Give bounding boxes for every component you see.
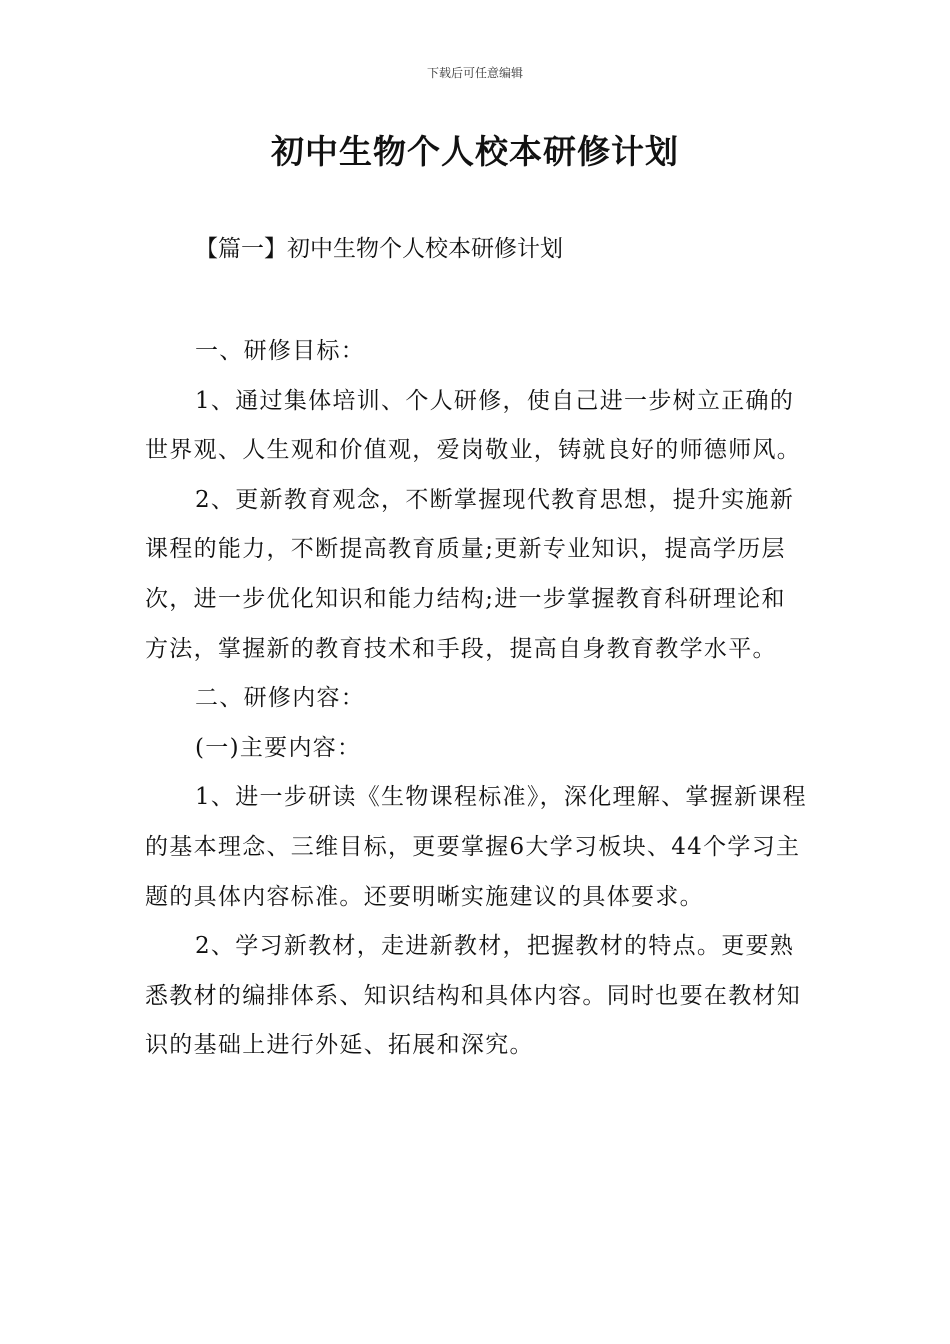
paragraph-content-1: 1、进一步研读《生物课程标准》，深化理解、掌握新课程的基本理念、三维目标，更要掌握6大学习板块、44个学习主题的具体内容标准。还要明晰实施建议的具体要求。 — [145, 784, 807, 910]
section-heading: 【篇一】初中生物个人校本研修计划 — [195, 236, 563, 262]
document-title: 初中生物个人校本研修计划 — [271, 132, 679, 171]
paragraph-content-2: 2、学习新教材，走进新教材，把握教材的特点。更要熟悉教材的编排体系、知识结构和具体内容。同时也要在教材知识的基础上进行外延、拓展和深究。 — [145, 933, 802, 1059]
paragraph-goal-2: 2、更新教育观念，不断掌握现代教育思想，提升实施新课程的能力，不断提高教育质量;更新专业知识，提高学历层次，进一步优化知识和能力结构;进一步掌握教育科研理论和方法，掌握新的教育技术和手段，提高自身教育教学水平。 — [145, 486, 795, 662]
paragraph-content-heading: 二、研修内容： — [195, 685, 366, 712]
paragraph-goal-1: 1、通过集体培训、个人研修，使自己进一步树立正确的世界观、人生观和价值观，爱岗敬业，铸就良好的师德师风。 — [145, 387, 802, 464]
paragraph-goals-heading: 一、研修目标： — [195, 338, 366, 364]
header-note: 下载后可任意编辑 — [426, 66, 523, 80]
document-body — [145, 327, 810, 1071]
paragraph-main-content-heading: (一)主要内容： — [195, 734, 362, 761]
